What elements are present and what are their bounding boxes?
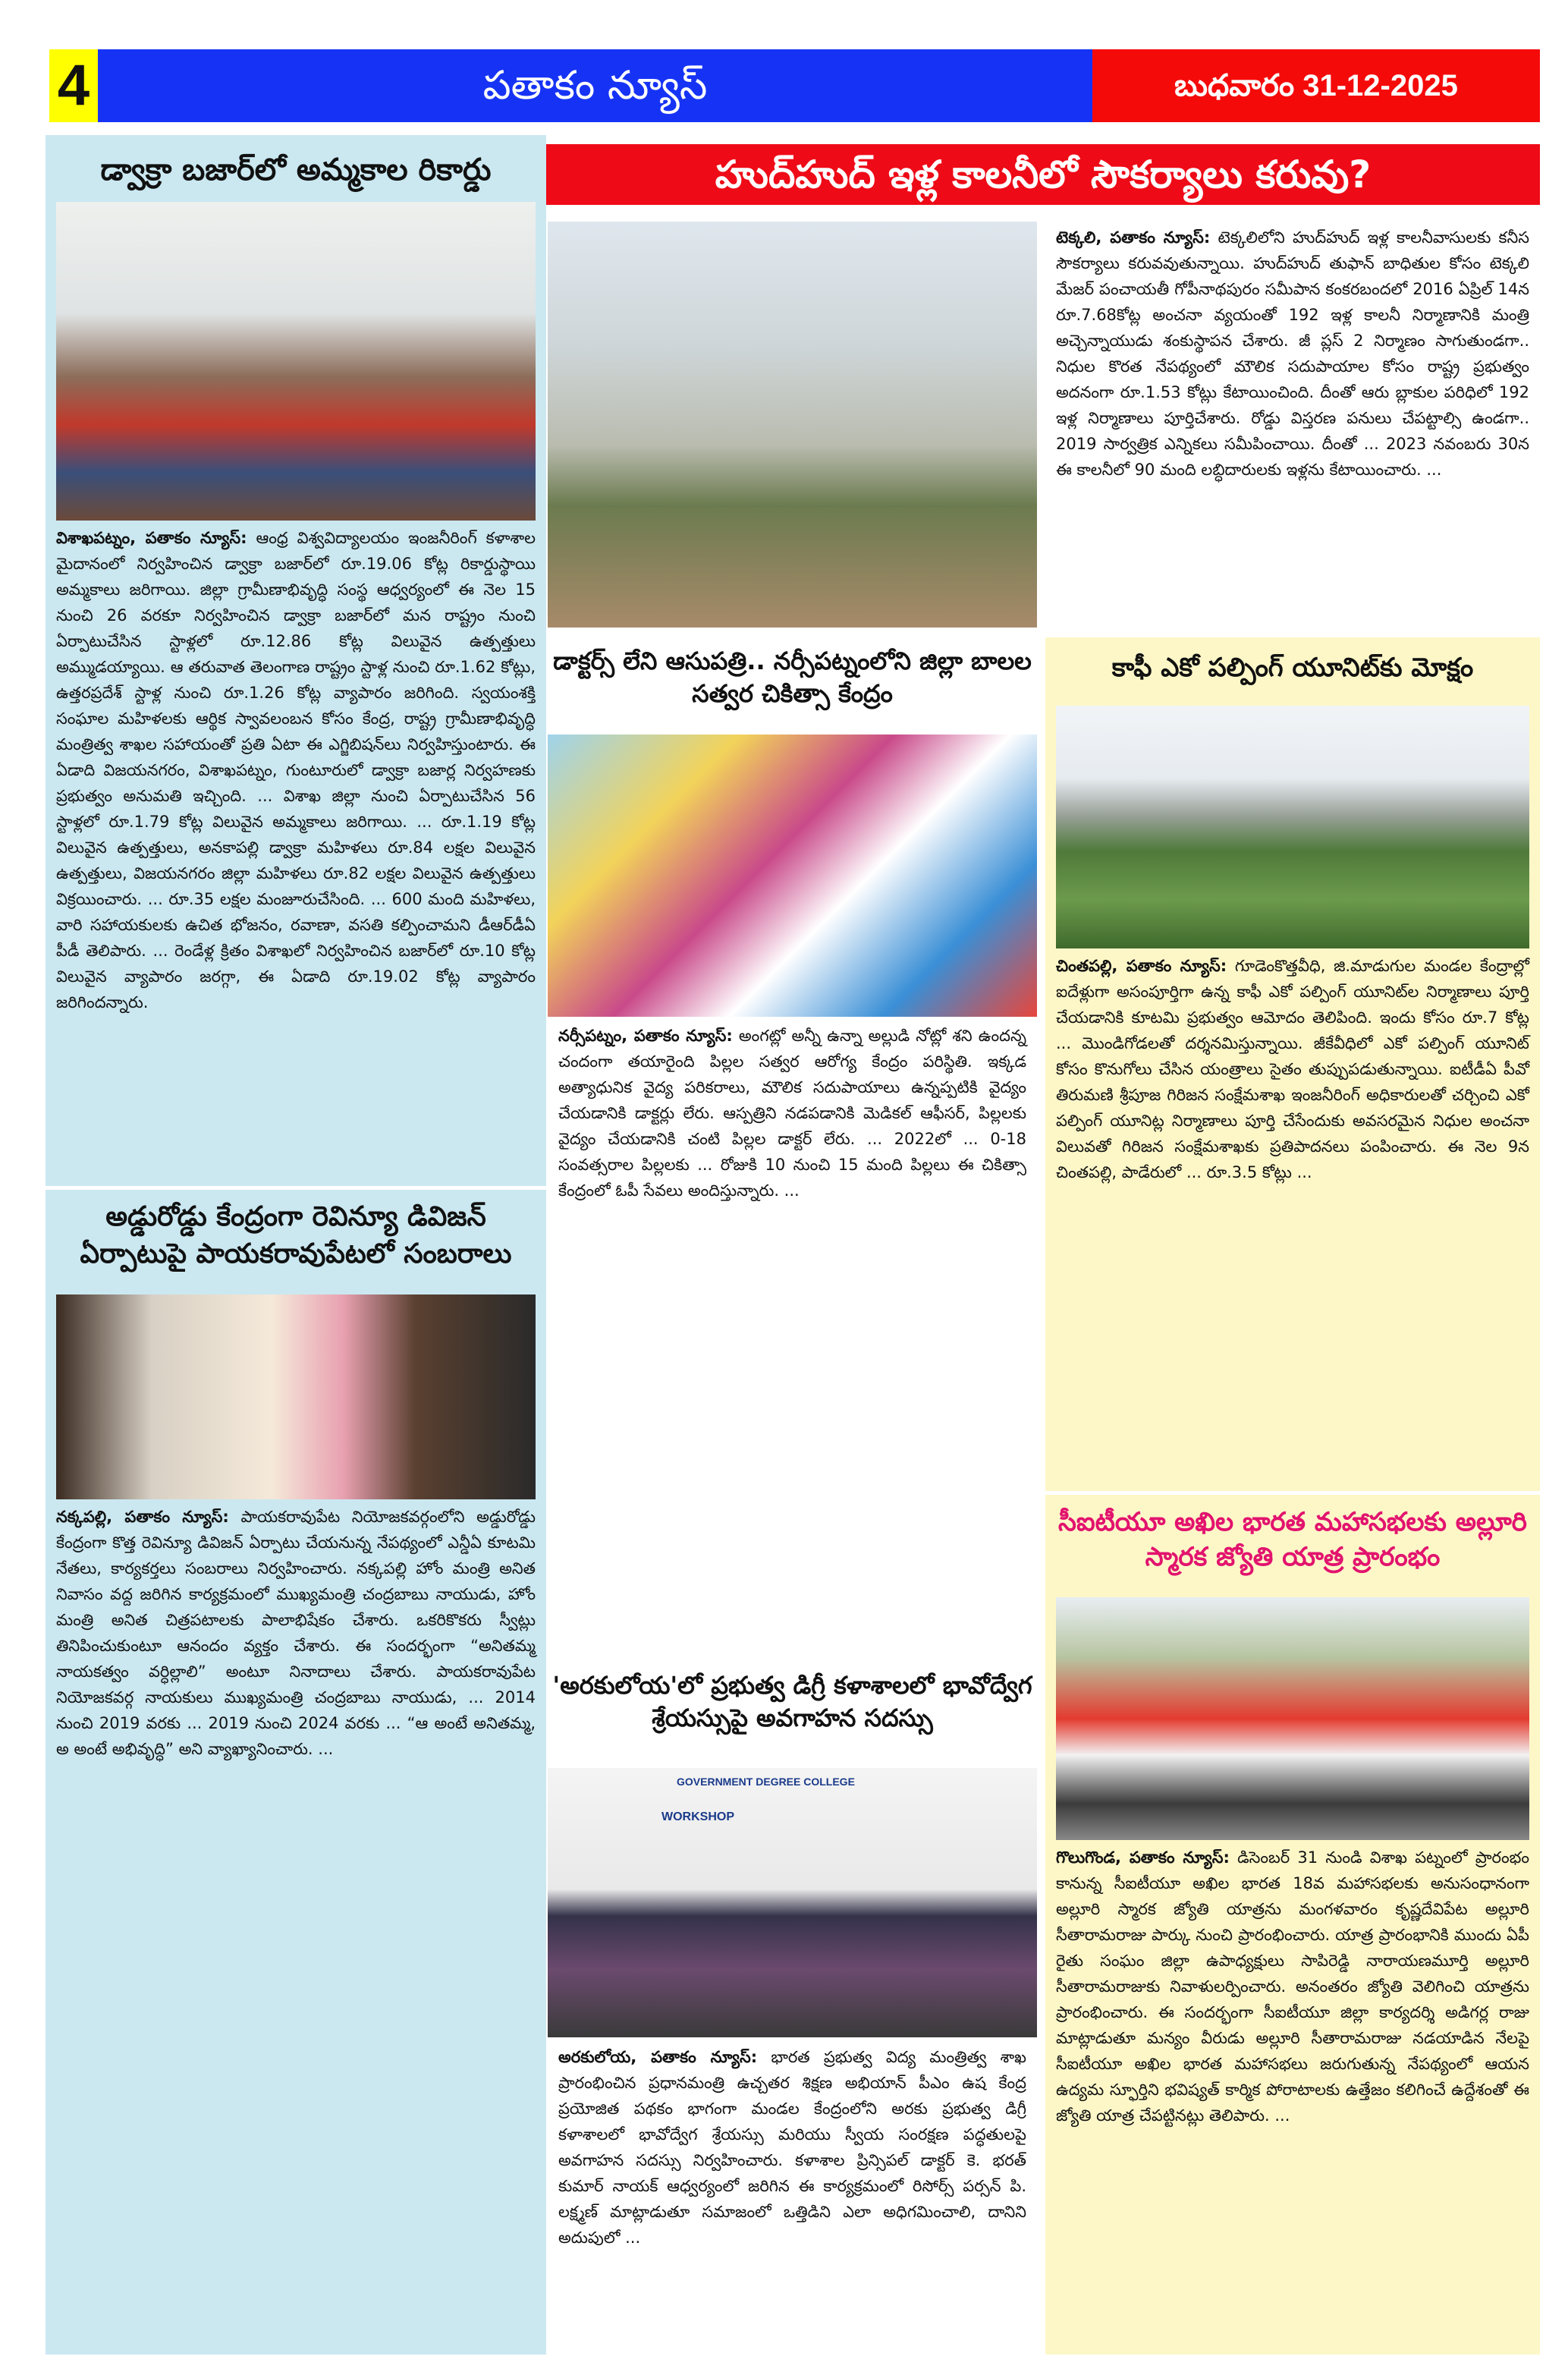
dateline: నక్కపల్లి, పతాకం న్యూస్: (56, 1508, 229, 1526)
headline: డాక్టర్స్ లేని ఆసుపత్రి.. నర్సీపట్నంలోని జిల్లా బాలల సత్వర చికిత్సా కేంద్రం (553, 646, 1032, 709)
article-body (548, 2040, 1037, 2358)
body-text: అంగట్లో అన్నీ ఉన్నా అల్లుడి నోట్లో శని ఉందన్న చందంగా తయారైంది పిల్లల సత్వర ఆరోగ్య కేంద్రం పరిస్థితి. ఇక్కడ అత్యాధునిక వైద్య పరికరాలు, మౌలిక సదుపాయాలు ఉన్నప్పటికి వైద్యం చేయడానికి డాక్టర్లు లేరు. ఆస్పత్రిని నడపడానికి మెడికల్ ఆఫీసర్, పిల్లలకు వైద్యం చేయడానికి చంటి పిల్లల డాక్టర్ లేరు. ... 2022లో ... 0-18 సంవత్సరాల పిల్లలకు ... రోజుకి 10 నుంచి 15 మంది పిల్లలు ఈ చికిత్సా కేంద్రంలో ఓపీ సేవలు అందిస్తున్నారు. ... (558, 1027, 1026, 1200)
article-citu-jyothi-yatra (1045, 1495, 1540, 2355)
headline: సీఐటీయూ అఖిల భారత మహాసభలకు అల్లూరి స్మారక జ్యోతి యాత్ర ప్రారంభం (1058, 1507, 1527, 1572)
dateline: గొలుగొండ, పతాకం న్యూస్: (1056, 1848, 1230, 1867)
body-text: గూడెంకొత్తవీధి, జి.మాడుగుల మండల కేంద్రాల్లో ఐదేళ్లుగా అసంపూర్తిగా ఉన్న కాఫీ ఎకో పల్పింగ్ యూనిట్‌ల నిర్మాణాలు పూర్తి చేయడానికి కూటమి ప్రభుత్వం ఆమోదం తెలిపింది. ఇందు కోసం రూ.7 కోట్ల ... మొండిగోడలతో దర్శనమిస్తున్నాయి. జీకేవీధిలో ఎకో పల్పింగ్ యూనిట్ కోసం కొనుగోలు చేసిన యంత్రాలు సైతం తుప్పుపడుతున్నాయి. ఐటీడీఏ పీవో తిరుమణి శ్రీపూజ గిరిజన సంక్షేమశాఖ ఇంజనీరింగ్ అధికారులతో చర్చించి ఎకో పల్పింగ్ యూనిట్ల నిర్మాణాలు పూర్తి చేసేందుకు అవసరమైన నిధుల అంచనా విలువతో గిరిజన సంక్షేమశాఖకు ప్రతిపాదనలు పంపించారు. ఈ నెల 9న చింతపల్లి, పాడేరులో ... రూ.3.5 కోట్లు ... (1056, 957, 1529, 1182)
article-dwcra-bazaar (46, 135, 546, 1186)
photo-incomplete-pulping-unit (1056, 706, 1529, 948)
page-number: 4 (49, 49, 98, 122)
body-text: డిసెంబర్ 31 నుండి విశాఖ పట్నంలో ప్రారంభం కానున్న సీఐటీయూ అఖిల భారత 18వ మహాసభలకు అనుసంధానంగా అల్లూరి స్మారక జ్యోతి యాత్రను మంగళవారం కృష్ణదేవిపేట అల్లూరి సీతారామరాజు పార్కు నుంచి ప్రారంభించారు. యాత్ర ప్రారంభానికి ముందు ఏపీ రైతు సంఘం జిల్లా ఉపాధ్యక్షులు సాపిరెడ్డి నారాయణమూర్తి అల్లూరి సీతారామరాజుకు నివాళులర్పించారు. అనంతరం జ్యోతి వెలిగించి యాత్రను ప్రారంభించారు. ఈ సందర్భంగా సీఐటీయూ జిల్లా కార్యదర్శి అడిగర్ల రాజు మాట్లాడుతూ మన్యం వీరుడు అల్లూరి సీతారామరాజు నడయాడిన నేలపై సీఐటీయూ అఖిల భారత మహాసభలు జరుగుతున్న నేపథ్యంలో ఆయన ఉద్యమ స్ఫూర్తిని భవిష్యత్ కార్మిక పోరాటాలకు ఉత్తేజం కలిగించే ఉద్దేశంతో ఈ జ్యోతి యాత్ర చేపట్టినట్లు తెలిపారు. ... (1056, 1848, 1529, 2125)
photo-hudhud-colony-buildings (548, 222, 1037, 628)
article-body (46, 521, 546, 1020)
article-body (548, 1018, 1037, 1663)
issue-date: బుధవారం 31-12-2025 (1092, 49, 1540, 122)
headline: అడ్డురోడ్డు కేంద్రంగా రెవిన్యూ డివిజన్ ఏర్పాటుపై పాయకరావుపేటలో సంబరాలు (80, 1201, 512, 1269)
body-text: టెక్కలిలోని హుద్‌హుద్ ఇళ్ల కాలనీవాసులకు కనీస సౌకర్యాలు కరువవుతున్నాయి. హుద్‌హుద్ తుఫాన్ బాధితుల కోసం టెక్కలి మేజర్ పంచాయతీ గోపీనాథపురం సమీపాన కంకరబందలో 2016 ఏప్రిల్ 14న రూ.7.68కోట్ల అంచనా వ్యయంతో 192 ఇళ్ల కాలనీ నిర్మాణానికి మంత్రి అచ్చెన్నాయుడు శంకుస్థాపన చేశారు. జీ ప్లస్ 2 నిర్మాణం సాగుతుండగా.. నిధుల కొరత నేపథ్యంలో మౌలిక సదుపాయాల కోసం రాష్ట్ర ప్రభుత్వం అదనంగా రూ.1.53 కోట్లు కేటాయించింది. దీంతో ఆరు బ్లాకుల పరిధిలో 192 ఇళ్ల నిర్మాణాలు పూర్తిచేశారు. రోడ్డు విస్తరణ పనులు చేపట్టాల్సి ఉండగా.. 2019 సార్వత్రిక ఎన్నికలు సమీపించాయి. దీంతో ... 2023 నవంబరు 30న ఈ కాలనీలో 90 మంది లబ్ధిదారులకు ఇళ్లను కేటాయించారు. ... (1056, 228, 1529, 480)
article-coffee-pulping (1045, 637, 1540, 1491)
body-text: భారత ప్రభుత్వ విద్య మంత్రిత్వ శాఖ ప్రారంభించిన ప్రధానమంత్రి ఉచ్చతర శిక్షణ అభియాన్ పీఎం ఉష కేంద్ర ప్రయోజిత పథకం భాగంగా మండల కేంద్రంలోని అరకు ప్రభుత్వ డిగ్రీ కళాశాలలో భావోద్వేగ శ్రేయస్సు మరియు స్వీయ సంరక్షణ పద్ధతులపై అవగాహన సదస్సు నిర్వహించారు. కళాశాల ప్రిన్సిపల్ డాక్టర్ కె. భరత్ కుమార్ నాయక్ ఆధ్వర్యంలో జరిగిన ఈ కార్యక్రమంలో రిసోర్స్ పర్సన్ పి. లక్ష్మణ్ మాట్లాడుతూ సమాజంలో ఒత్తిడిని ఎలా అధిగమించాలి, దానిని అదుపులో ... (558, 2048, 1026, 2248)
dateline: చింతపల్లి, పతాకం న్యూస్: (1056, 957, 1227, 975)
dateline: అరకులోయ, పతాకం న్యూస్: (558, 2048, 758, 2066)
college-banner-text: GOVERNMENT DEGREE COLLEGE (677, 1776, 855, 1788)
dateline: నర్సీపట్నం, పతాకం న్యూస్: (558, 1027, 733, 1045)
photo-celebration-garlanding (56, 1294, 536, 1499)
article-revenue-division (46, 1190, 546, 2355)
headline: డ్వాక్రా బజార్‌లో అమ్మకాల రికార్డు (100, 153, 492, 187)
article-body (46, 1499, 546, 1766)
headline: కాఫీ ఎకో పల్పింగ్ యూనిట్‌కు మోక్షం (1111, 653, 1474, 683)
dateline: విశాఖపట్నం, పతాకం న్యూస్: (56, 529, 247, 547)
workshop-banner-text: WORKSHOP (661, 1810, 734, 1823)
photo-workshop-college (548, 1768, 1037, 2037)
lead-headline: హుద్‌హుద్ ఇళ్ల కాలనీలో సౌకర్యాలు కరువు? (546, 144, 1540, 205)
photo-dwcra-bazaar-crowd (56, 202, 536, 521)
body-text: పాయకరావుపేట నియోజకవర్గంలోని అడ్డురోడ్డు కేంద్రంగా కొత్త రెవిన్యూ డివిజన్ ఏర్పాటు చేయనున్న నేపథ్యంలో ఎన్డీఏ కూటమి నేతలు, కార్యకర్తలు సంబరాలు నిర్వహించారు. నక్కపల్లి హోం మంత్రి అనిత నివాసం వద్ద జరిగిన కార్యక్రమంలో ముఖ్యమంత్రి చంద్రబాబు నాయుడు, హోం మంత్రి అనిత చిత్రపటాలకు పాలాభిషేకం చేశారు. ఒకరికొకరు స్వీట్లు తినిపించుకుంటూ ఆనందం వ్యక్తం చేశారు. ఈ సందర్భంగా “అనితమ్మ నాయకత్వం వర్ధిల్లాలి” అంటూ నినాదాలు చేశారు. పాయకరావుపేట నియోజకవర్గ నాయకులు ముఖ్యమంత్రి చంద్రబాబు నాయుడు, ... 2014 నుంచి 2019 వరకు ... 2019 నుంచి 2024 వరకు ... “ఆ అంటే అనితమ్మ, అ అంటే అభివృద్ధి” అని వ్యాఖ్యానించారు. ... (56, 1508, 536, 1759)
photo-children-play-room (548, 735, 1037, 1017)
article-body (1045, 1840, 1540, 2133)
paper-name: పతాకం న్యూస్ (98, 49, 1092, 122)
headline: 'అరకులోయ'లో ప్రభుత్వ డిగ్రీ కళాశాలలో భావోద్వేగ శ్రేయస్సుపై అవగాహన సదస్సు (552, 1671, 1032, 1733)
photo-jyothi-yatra-rally (1056, 1597, 1529, 1840)
article-body (1045, 220, 1540, 630)
dateline: టెక్కలి, పతాకం న్యూస్: (1056, 228, 1211, 247)
article-body (1045, 948, 1540, 1190)
body-text: ఆంధ్ర విశ్వవిద్యాలయం ఇంజనీరింగ్ కళాశాల మైదానంలో నిర్వహించిన డ్వాక్రా బజార్‌లో రూ.19.06 కోట్ల రికార్డుస్థాయి అమ్మకాలు జరిగాయి. జిల్లా గ్రామీణాభివృద్ధి సంస్థ ఆధ్వర్యంలో ఈ నెల 15 నుంచి 26 వరకూ నిర్వహించిన డ్వాక్రా బజార్‌లో మన రాష్ట్రం నుంచి ఏర్పాటుచేసిన స్టాళ్లలో రూ.12.86 కోట్ల విలువైన ఉత్పత్తులు అమ్ముడయ్యాయి. ఆ తరువాత తెలంగాణ రాష్ట్రం స్టాళ్ల నుంచి రూ.1.62 కోట్లు, ఉత్తరప్రదేశ్ స్టాళ్ల నుంచి రూ.1.26 కోట్ల వ్యాపారం జరిగింది. స్వయంశక్తి సంఘాల మహిళలకు ఆర్థిక స్వావలంబన కోసం కేంద్ర, రాష్ట్ర గ్రామీణాభివృద్ధి మంత్రిత్వ శాఖల సహాయంతో ప్రతి ఏటా ఈ ఎగ్జిబిషన్‌లు నిర్వహిస్తుంటారు. ఈ ఏడాది విజయనగరం, విశాఖపట్నం, గుంటూరులో డ్వాక్రా బజార్ల నిర్వహణకు ప్రభుత్వం అనుమతి ఇచ్చింది. ... విశాఖ జిల్లా నుంచి ఏర్పాటుచేసిన 56 స్టాళ్లలో రూ.1.79 కోట్ల విలువైన అమ్మకాలు జరిగాయి. ... రూ.1.19 కోట్ల విలువైన ఉత్పత్తులు, అనకాపల్లి డ్వాక్రా మహిళలు రూ.84 లక్షల విలువైన ఉత్పత్తులు, విజయనగరం జిల్లా మహిళలు రూ.82 లక్షల విలువైన ఉత్పత్తులు విక్రయించారు. ... రూ.35 లక్షల మంజూరుచేసింది. ... 600 మంది మహిళలు, వారి సహాయకులకు ఉచిత భోజనం, రవాణా, వసతి కల్పించామని డీఆర్‌డీఏ పీడీ తెలిపారు. ... రెండేళ్ల క్రితం విశాఖలో నిర్వహించిన బజార్‌లో రూ.10 కోట్ల విలువైన వ్యాపారం జరగ్గా, ఈ ఏడాది రూ.19.02 కోట్ల వ్యాపారం జరిగిందన్నారు. (56, 529, 536, 1012)
